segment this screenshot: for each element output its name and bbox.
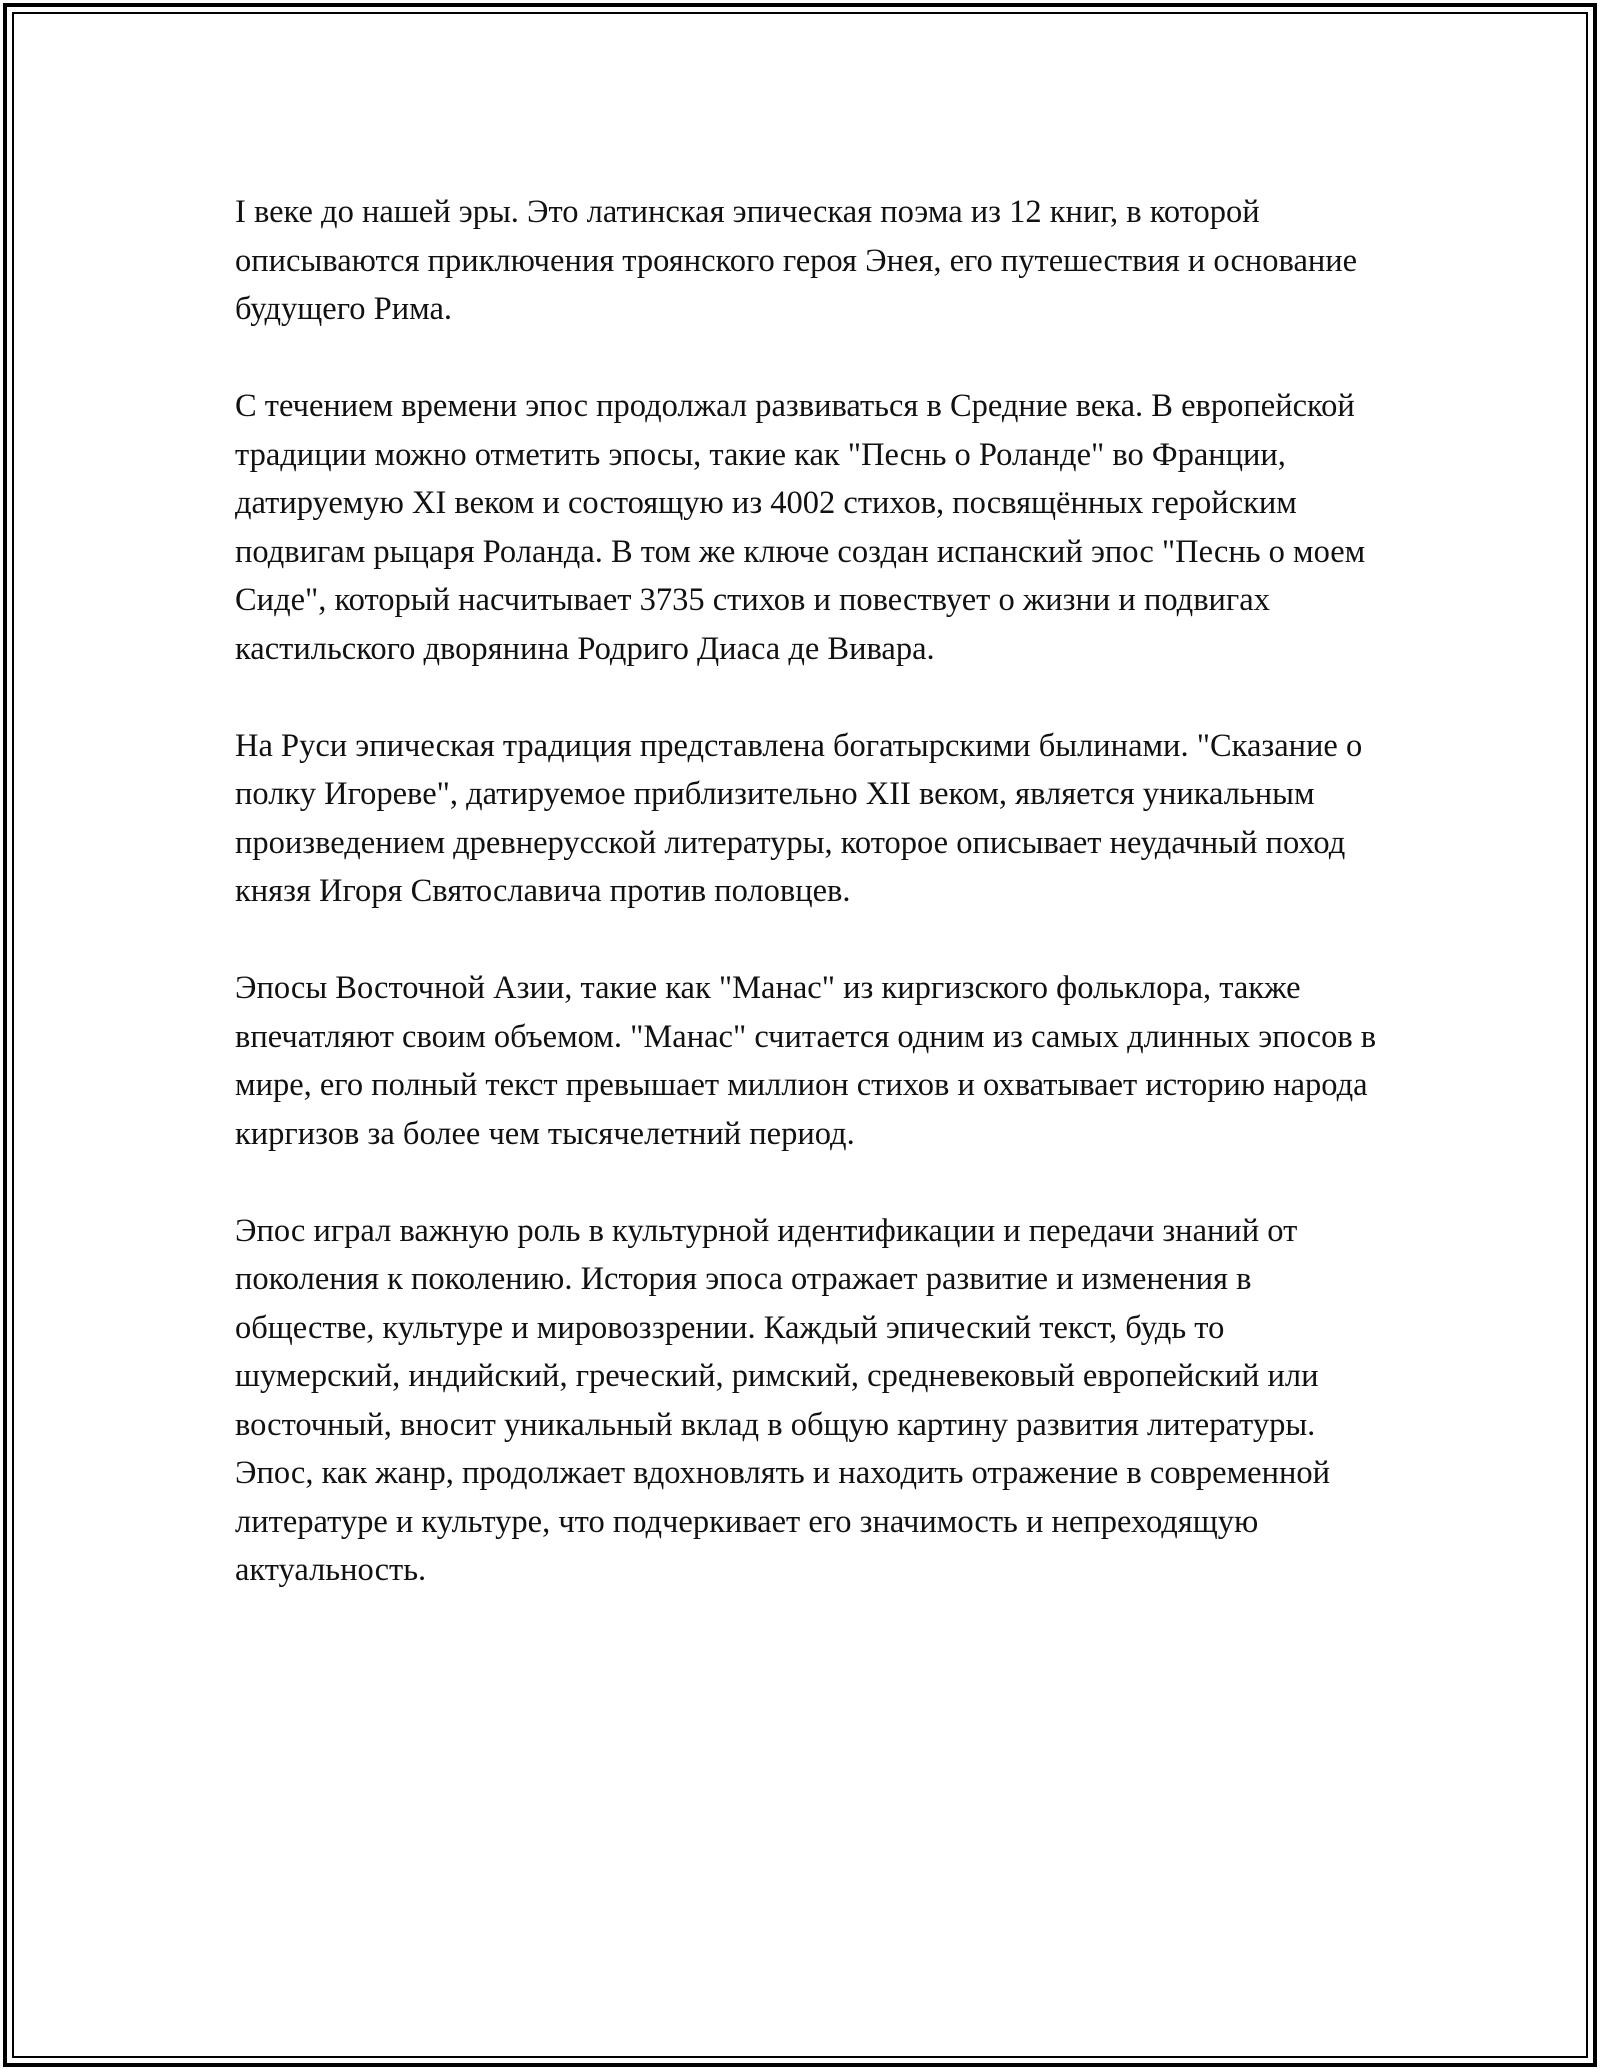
paragraph-2: С течением времени эпос продолжал развиваться в Средние века. В европейской традиции можно отметить эпосы, такие как "Песнь о Роланде" во Франции, датируемую XI веком и состоящую из 4002 стихов, посвящённых геройским подвигам рыцаря Роланда. В том же ключе создан испанский эпос "Песнь о моем Сиде", который насчитывает 3735 стихов и повествует о жизни и подвигах кастильского дворянина Родриго Диаса де Вивара. [235, 388, 1366, 667]
paragraph-5: Эпос играл важную роль в культурной идентификации и передачи знаний от поколения к поколению. История эпоса отражает развитие и изменения в обществе, культуре и мировоззрении. Каждый эпический текст, будь то шумерский, индийский, греческий, римский, средневековый европейский или восточный, вносит уникальный вклад в общую картину развития литературы. Эпос, как жанр, продолжает вдохновлять и находить отражение в современной литературе и культуре, что подчеркивает его значимость и непреходящую актуальность. [235, 1212, 1331, 1588]
paragraph-1: I веке до нашей эры. Это латинская эпическая поэма из 12 книг, в которой описываются приключения троянского героя Энея, его путешествия и основание будущего Рима. [235, 194, 1358, 327]
paragraph-3: На Руси эпическая традиция представлена богатырскими былинами. "Сказание о полку Игореве", датируемое приблизительно XII веком, является уникальным произведением древнерусской литературы, которое описывает неудачный поход князя Игоря Святославича против половцев. [235, 727, 1363, 909]
paragraph-4: Эпосы Восточной Азии, такие как "Манас" из киргизского фольклора, также впечатляют своим объемом. "Манас" считается одним из самых длинных эпосов в мире, его полный текст превышает миллион стихов и охватывает историю народа киргизов за более чем тысячелетний период. [235, 970, 1377, 1152]
document-body [235, 188, 1395, 1643]
